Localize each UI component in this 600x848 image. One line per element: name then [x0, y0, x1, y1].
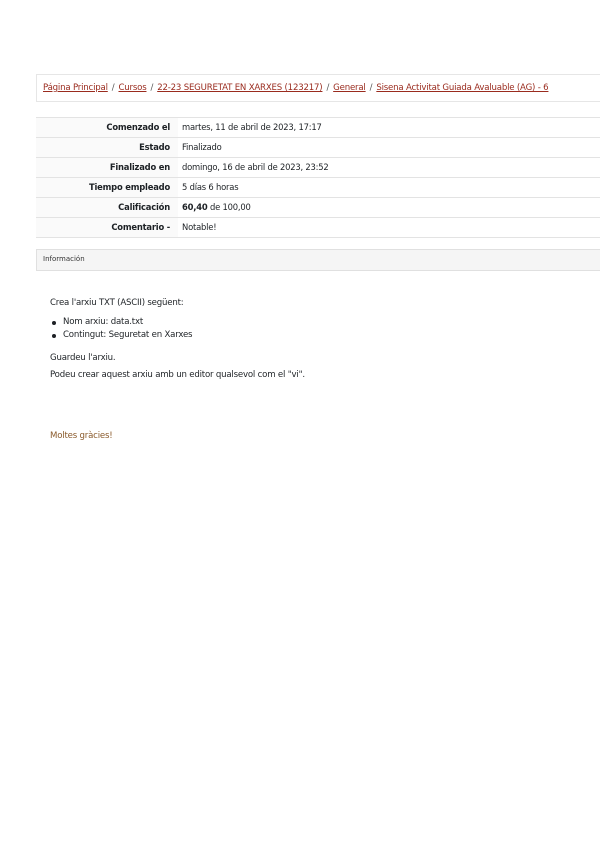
summary-value: domingo, 16 de abril de 2023, 23:52	[182, 162, 329, 172]
intro-text: Crea l'arxiu TXT (ASCII) següent:	[50, 298, 184, 308]
requirements-list	[50, 316, 580, 342]
summary-row-finished	[36, 158, 600, 178]
breadcrumb-item-course[interactable]: 22-23 SEGURETAT EN XARXES (123217)	[157, 83, 323, 93]
save-instruction: Guardeu l'arxiu.	[50, 353, 116, 363]
breadcrumb-separator: /	[369, 83, 373, 93]
breadcrumb-separator: /	[326, 83, 330, 93]
breadcrumb-item-general[interactable]: General	[333, 83, 366, 93]
breadcrumb-item-activity[interactable]: Sisena Activitat Guiada Avaluable (AG) - 6	[376, 83, 549, 93]
grade-max: de 100,00	[207, 202, 251, 212]
list-item: Contingut: Seguretat en Xarxes	[50, 329, 580, 342]
summary-label: Finalizado en	[36, 158, 178, 178]
summary-label: Comenzado el	[36, 118, 178, 138]
thanks-text: Moltes gràcies!	[50, 431, 113, 441]
summary-value: 5 días 6 horas	[182, 182, 239, 192]
summary-label: Comentario -	[36, 218, 178, 238]
breadcrumb-separator: /	[111, 83, 115, 93]
breadcrumb	[43, 83, 548, 93]
breadcrumb-bar	[36, 74, 600, 102]
summary-label: Tiempo empleado	[36, 178, 178, 198]
summary-row-started	[36, 118, 600, 138]
question-content	[50, 298, 580, 380]
editor-hint: Podeu crear aquest arxiu amb un editor qualsevol com el "vi".	[50, 370, 305, 380]
grade-value: 60,40	[182, 202, 208, 212]
information-box	[36, 249, 600, 271]
attempt-summary-table	[36, 117, 600, 238]
summary-label: Calificación	[36, 198, 178, 218]
summary-value	[178, 198, 600, 218]
breadcrumb-item-home[interactable]: Página Principal	[43, 83, 108, 93]
summary-value: Notable!	[182, 222, 217, 232]
summary-value: Finalizado	[182, 142, 222, 152]
breadcrumb-separator: /	[150, 83, 154, 93]
breadcrumb-item-courses[interactable]: Cursos	[118, 83, 147, 93]
summary-value: martes, 11 de abril de 2023, 17:17	[182, 122, 322, 132]
summary-row-comment	[36, 218, 600, 238]
summary-row-grade	[36, 198, 600, 218]
summary-label: Estado	[36, 138, 178, 158]
summary-row-time-taken	[36, 178, 600, 198]
list-item: Nom arxiu: data.txt	[50, 316, 580, 329]
information-label: Información	[43, 255, 85, 263]
summary-row-state	[36, 138, 600, 158]
